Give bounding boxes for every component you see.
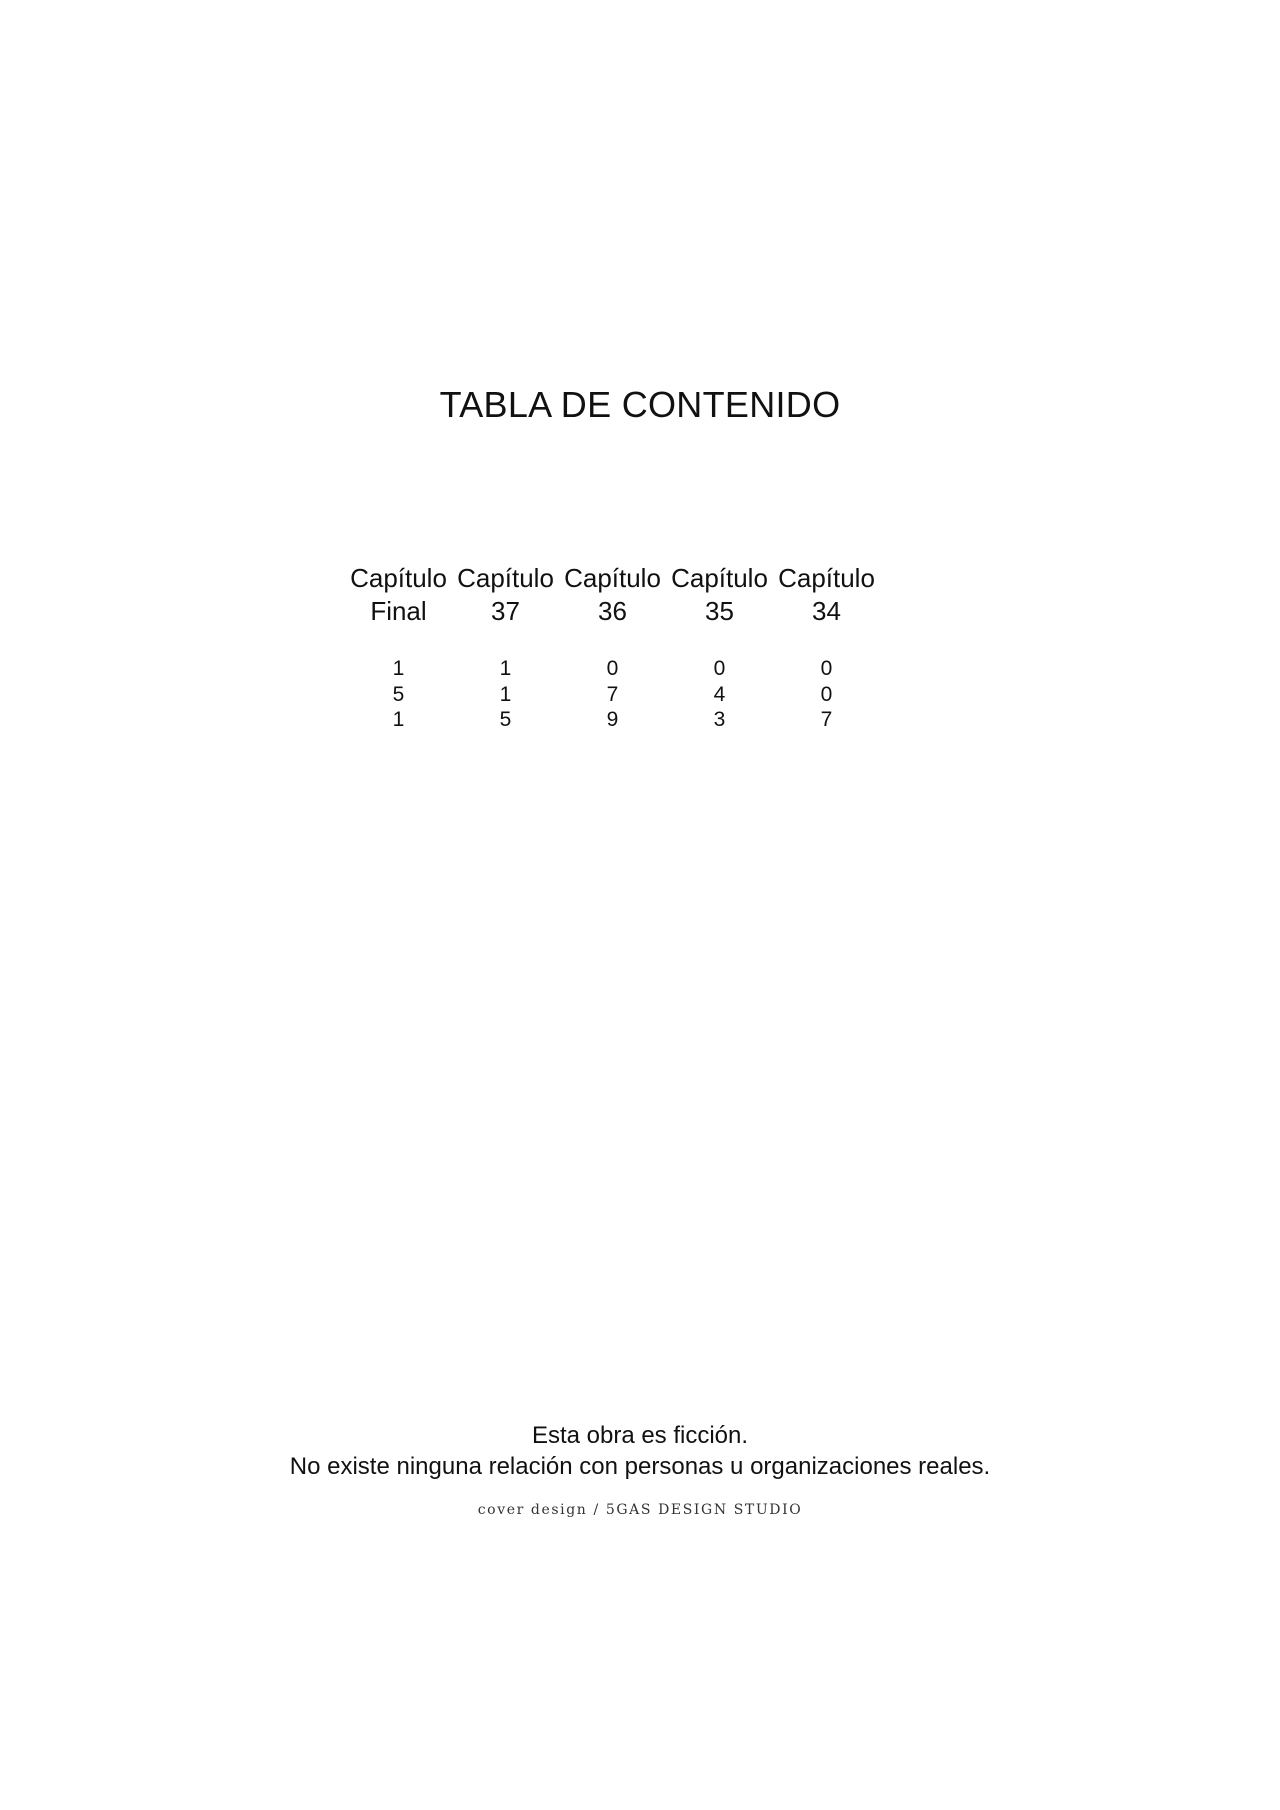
page-digit: 0: [713, 657, 726, 680]
fiction-disclaimer: [0, 1420, 1280, 1482]
cover-design-credit: cover design / 5GAS DESIGN STUDIO: [477, 1502, 803, 1518]
toc-entry-chapter-final[interactable]: [345, 562, 452, 733]
page-digit: 1: [499, 657, 512, 680]
disclaimer-line-2: No existe ninguna relación con personas u organizaciones reales.: [289, 1453, 991, 1480]
page-digit: 7: [820, 708, 833, 731]
page-number: [345, 656, 452, 733]
chapter-number: 34: [812, 596, 841, 626]
page-number: [559, 656, 666, 733]
chapter-label: Capítulo: [671, 563, 768, 593]
page-digit: 5: [392, 682, 405, 706]
chapter-number: 36: [598, 596, 627, 626]
page-digit: 1: [392, 708, 405, 731]
chapter-label: Capítulo: [457, 563, 554, 593]
page-digit: 0: [820, 657, 833, 680]
toc-entry-chapter-34[interactable]: [773, 562, 880, 733]
page-digit: 4: [713, 682, 726, 706]
chapter-label: Capítulo: [350, 563, 447, 593]
page-number: [773, 656, 880, 733]
page-number: [452, 656, 559, 733]
chapter-number: 35: [705, 596, 734, 626]
chapter-number: Final: [370, 596, 427, 626]
disclaimer-line-1: Esta obra es ficción.: [531, 1422, 749, 1449]
table-of-contents: [345, 562, 880, 733]
chapter-label: Capítulo: [778, 563, 875, 593]
page-digit: 5: [499, 708, 512, 731]
toc-entry-chapter-35[interactable]: [666, 562, 773, 733]
toc-entry-chapter-36[interactable]: [559, 562, 666, 733]
page-digit: 0: [606, 657, 619, 680]
toc-entry-chapter-37[interactable]: [452, 562, 559, 733]
page-digit: 1: [392, 657, 405, 680]
page-digit: 1: [499, 682, 512, 706]
page-digit: 0: [820, 682, 833, 706]
chapter-number: 37: [491, 596, 520, 626]
page-title: TABLA DE CONTENIDO: [439, 384, 841, 425]
chapter-label: Capítulo: [564, 563, 661, 593]
page-digit: 3: [713, 708, 726, 731]
page-number: [666, 656, 773, 733]
page-digit: 9: [606, 708, 619, 731]
page-digit: 7: [606, 682, 619, 706]
